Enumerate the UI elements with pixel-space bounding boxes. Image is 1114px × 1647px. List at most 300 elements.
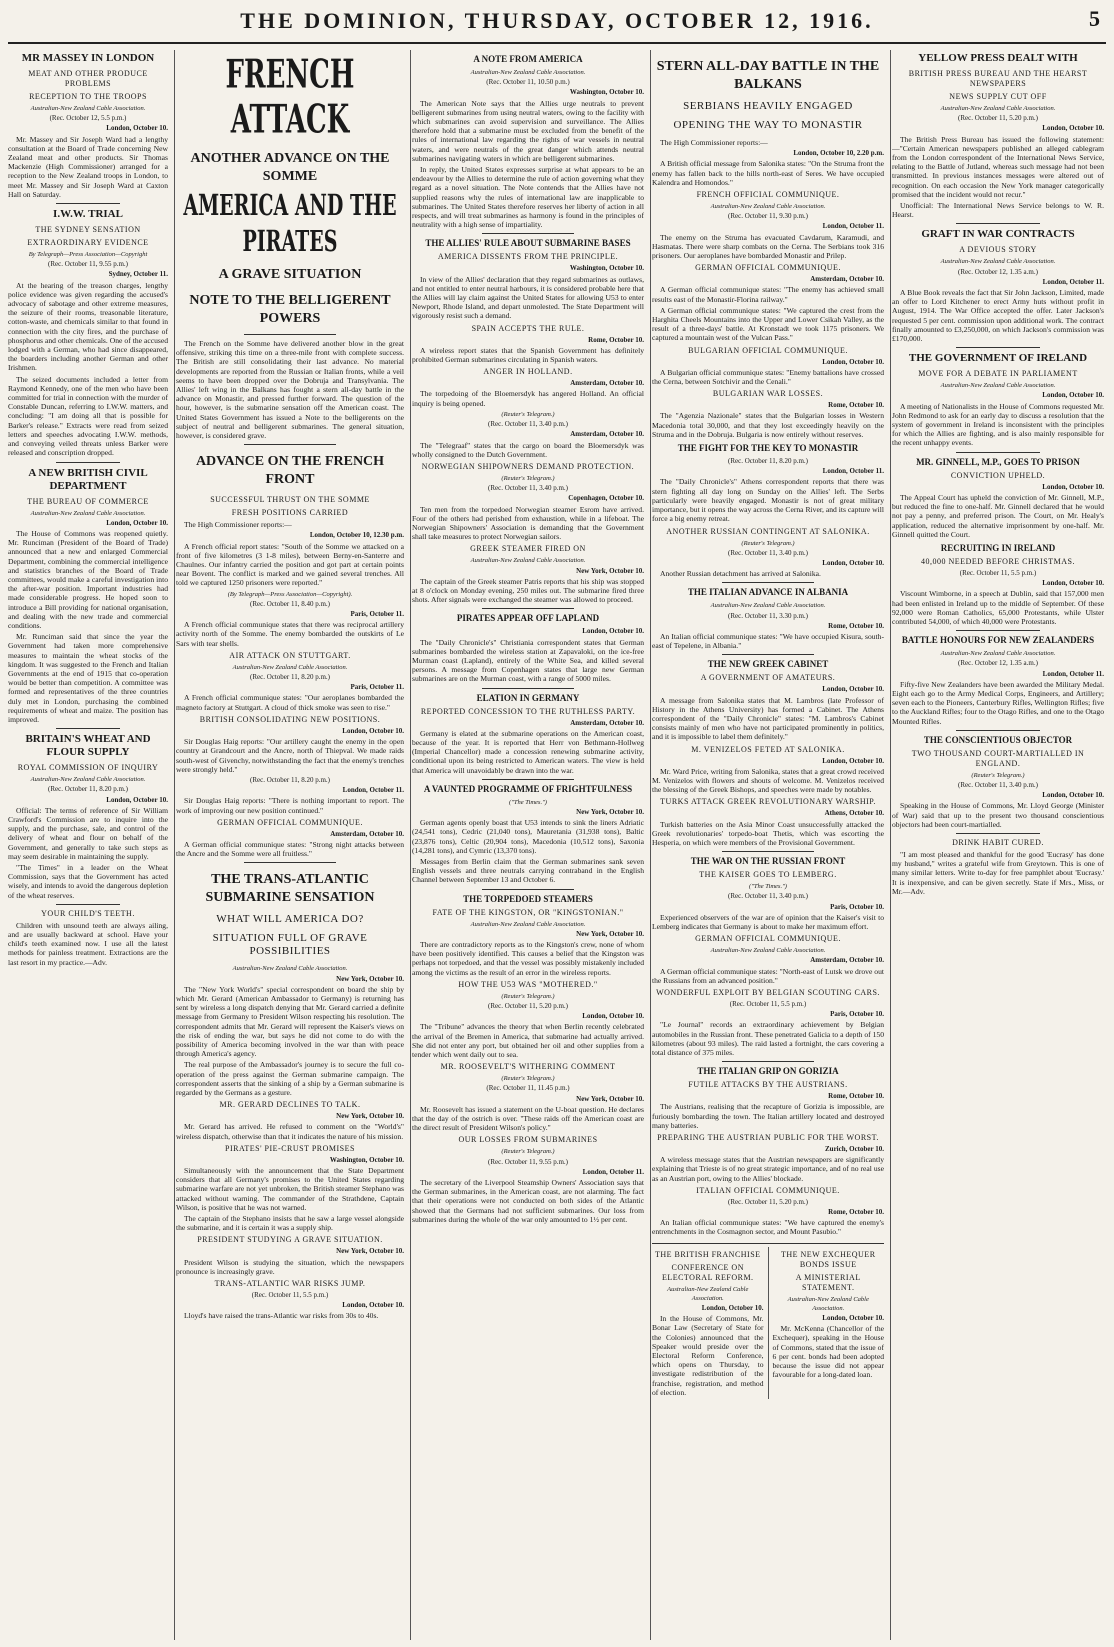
- dateline: Rome, October 10.: [828, 621, 884, 630]
- article-body: The "Daily Chronicle's" Christiania correspondent states that German submarines bombarded the wireless station at Zapavaloki, on the ice-free Murman coast (Lapland), entirely of the White Sea, and killed several persons. A message from Copenhagen states that large new German submarines are on the Murman coast, with a range of 5000 miles.: [412, 637, 644, 684]
- dateline: Rome, October 10.: [828, 1208, 884, 1217]
- article-body: Mr. Roosevelt has issued a statement on the U-boat question. He declares that the day of the ostrich is over. "These raids off the American coast are the direct result of President Wilson's policy.": [412, 1104, 644, 1133]
- headline: GREEK STEAMER FIRED ON: [470, 544, 586, 554]
- article-wheat-supply: [8, 733, 168, 900]
- subheadline: CONFERENCE ON ELECTORAL REFORM.: [661, 1262, 754, 1282]
- subheadline: A DEVIOUS STORY: [959, 245, 1037, 255]
- article-body: A Blue Book reveals the fact that Sir John Jackson, Limited, made an offer to Lord Kitchener to erect Army huts without profit in August, 1914. The War Office accepted the offer. Later Jackson's requested 5 per cent. commission upon additional work. The contract finally amounted to £3,250,000, on which Jackson's commission was £170,000.: [892, 288, 1104, 344]
- article-body: Messages from Berlin claim that the German submarines sank seven English vessels and three neutrals carrying contraband in the English Channel between September 13 and October 6.: [412, 857, 644, 885]
- article-body: A meeting of Nationalists in the House of Commons requested Mr. John Redmond to ask for an early day to discuss a resolution that the system of government in Ireland is inconsistent with the principles for which the Allies are fighting, and is also mainly responsible for the recent unhappy events.: [892, 401, 1104, 448]
- headline: THE NEW EXCHEQUER BONDS ISSUE: [780, 1249, 876, 1269]
- source-line: Australian-New Zealand Cable Association.: [232, 663, 348, 671]
- article-body: Official: The terms of reference of Sir William Crawford's Commission are to inquire into the supply, and the purchase, sale, and control of the delivery of wheat and flour on behalf of the Government, and generally to take such steps as may seem desirable in maintaining the supply.: [8, 805, 168, 861]
- article-body: Sir Douglas Haig reports: "There is nothing important to report. The work of improving our new position continued.": [176, 796, 404, 815]
- subheadline: TWO THOUSAND COURT-MARTIALLED IN ENGLAND.: [911, 748, 1085, 768]
- intro-line: The High Commissioner reports:—: [660, 138, 768, 147]
- divider: [722, 654, 815, 655]
- article-body: A British official message from Salonika states: "On the Struma front the enemy has fallen back to the hills north-east of Seres. We have occupied Kalendra and Homondos.": [652, 159, 884, 187]
- article-massey: [8, 52, 168, 199]
- subheadline: WHAT WILL AMERICA DO?: [216, 913, 364, 926]
- article-body: Mr. Gerard has arrived. He refused to comment on the "World's" wireless dispatch, otherwise than that it indicates the nature of his mission.: [176, 1122, 404, 1141]
- column-1: [8, 50, 175, 1640]
- headline: TURKS ATTACK GREEK REVOLUTIONARY WARSHIP.: [660, 797, 876, 807]
- subheadline: RECEPTION TO THE TROOPS: [29, 92, 147, 101]
- source-line: (Reuter's Telegram.): [741, 539, 795, 547]
- dateline: Paris, October 11.: [350, 610, 404, 619]
- dateline: Washington, October 10.: [569, 88, 644, 97]
- advertisement-drink: [892, 838, 1104, 896]
- divider: [56, 904, 120, 905]
- headline: TRANS-ATLANTIC WAR RISKS JUMP.: [214, 1279, 366, 1289]
- dateline: Sydney, October 11.: [108, 270, 168, 279]
- received-line: (Rec. October 11, 5.20 p.m.): [487, 1002, 569, 1011]
- article-body: Turkish batteries on the Asia Minor Coast unsuccessfully attacked the Greek revolutionaries' torpedo-boat Thetis, which was escorting the Hesperia, on which were members of the Provisional Government.: [652, 819, 884, 847]
- article-body: Germany is elated at the submarine operations on the American coast, because of the year. It is reported that Herr von Bethmann-Hollweg (Imperial Chancellor) made a concession renewing submarine activity, conditional upon its being restricted to American waters. The view is held that America will unavoidably be drawn into the war.: [412, 728, 644, 775]
- article-note-from-america: [412, 54, 644, 229]
- headline: GRAFT IN WAR CONTRACTS: [921, 228, 1075, 241]
- headline: A NEW BRITISH CIVIL DEPARTMENT: [28, 466, 148, 492]
- article-roosevelt: [412, 1062, 644, 1132]
- article-body: The torpedoing of the Bloemersdyk has angered Holland. An official inquiry is being opened.: [412, 389, 644, 408]
- article-body: The captain of the Greek steamer Patris reports that his ship was stopped at 8 o'clock on Monday evening, 250 miles out. The submarine fired three shots. After signals were exchanged the steamer was allowed to proceed.: [412, 576, 644, 605]
- article-our-losses: [412, 1135, 644, 1224]
- dateline: Amsterdam, October 10.: [570, 718, 644, 727]
- article-body: A German official communique states: "Strong night attacks between the Ancre and the Somme were all fruitless.": [176, 839, 404, 859]
- article-body: The American Note says that the Allies urge neutrals to prevent belligerent submarines from using neutral waters, owing to the facility with which submarines can avoid supervision and surveillance. The Allies therefore hold that a submarine must be excluded from the benefit of the rules of international law regarding the rights of war vessels in neutral waters, and were neutrals of the great danger which attends neutral submarines navigating waters in which are belligerent submarines.: [412, 98, 644, 163]
- divider: [956, 452, 1041, 453]
- dateline: New York, October 10.: [336, 1112, 404, 1121]
- source-line: Australian-New Zealand Cable Association.: [30, 105, 146, 112]
- source-line: Australian-New Zealand Cable Association.: [710, 602, 826, 610]
- received-line: (Rec. October 11, 3.40 p.m.): [487, 484, 569, 493]
- article-ginnell: [892, 457, 1104, 539]
- dateline: Washington, October 10.: [569, 264, 644, 273]
- received-line: (Rec. October 11, 9.55 p.m.): [487, 1157, 569, 1166]
- received-line: (Rec. October 11, 5.5 p.m.): [729, 1000, 807, 1008]
- headline: ELATION IN GERMANY: [476, 692, 580, 703]
- main-headline-2: AMERICA AND THE PIRATES: [183, 189, 397, 259]
- divider: [244, 334, 335, 335]
- article-body: Another Russian detachment has arrived at Salonika.: [660, 569, 821, 579]
- subheadline: EXTRAORDINARY EVIDENCE: [27, 238, 149, 248]
- divider: [244, 444, 335, 445]
- article-torpedoed-steamers: [412, 894, 644, 977]
- dateline: Athens, October 10.: [824, 809, 884, 818]
- headline: NORWEGIAN SHIPOWNERS DEMAND PROTECTION.: [421, 461, 635, 471]
- headline: THE ITALIAN GRIP ON GORIZIA: [697, 1066, 839, 1077]
- article-body: The enemy on the Struma has evacuated Cavdarum, Karamudi, and Hasmatas. There were sharp combats on the Cerna. The Serbians took 316 prisoners. Our aeroplanes have bombarded Monastir and Prilep.: [652, 232, 884, 261]
- article-body: Mr. Ward Price, writing from Salonika, states that a great crowd received M. Venizelos with flowers and shouts of welcome. M. Venizelos received the blessing of the Greek Bishops, and speeches were made by notables.: [652, 766, 884, 795]
- ad-body: Children with unsound teeth are always ailing, and are usually backward at school. Have your child's teeth examined now. I use all the latest methods for painless treatment. Extractions are the last resort in my practice.—Adv.: [8, 920, 168, 967]
- article-body: An Italian official communique states: "We have captured the enemy's entrenchments in the Cosmagnon sector, and Mount Pasubio.": [652, 1218, 884, 1237]
- headline: RECRUITING IN IRELAND: [940, 542, 1056, 553]
- article-body: The British Press Bureau has issued the following statement:—"Certain American newspapers published an alleged cablegram from the London correspondent of the International News Service, relating to the Battle of Jutland, whereas such message had not been transmitted. In previous instances messages were altered out of recognition. On each occasion the New York manager categorically promised that the incident would not recur.": [892, 134, 1104, 199]
- article-ireland: [892, 352, 1104, 447]
- dateline: London, October 11.: [1042, 669, 1104, 678]
- headline: AIR ATTACK ON STUTTGART.: [229, 650, 351, 660]
- article-graft: [892, 228, 1104, 343]
- divider: [482, 688, 575, 689]
- headline: ADVANCE ON THE FRENCH FRONT: [195, 454, 385, 488]
- article-body: Fifty-five New Zealanders have been awarded the Military Medal. Eight each go to the Army Medical Corps, Engineers, and Artillery; seven each to the Pioneers, Canterbury Rifles, Wellington Rifles; five to the Auckland Rifles; four to the Otago Rifles, and one to the Otago Mounted Rifles.: [892, 679, 1104, 726]
- dateline: Rome, October 10.: [828, 1092, 884, 1101]
- received-line: (Rec. October 11, 8.20 p.m.): [47, 785, 129, 794]
- masthead-title: THE DOMINION, THURSDAY, OCTOBER 12, 1916.: [240, 8, 874, 33]
- dateline: Amsterdam, October 10.: [570, 430, 644, 439]
- article-body: A German official communique states: "The enemy has achieved small results east of the Monastir-Florina railway.": [652, 285, 884, 304]
- source-line: Australian-New Zealand Cable Association.: [940, 382, 1056, 390]
- source-line: Australian-New Zealand Cable Association.: [30, 776, 146, 784]
- source-line: Australian-New Zealand Cable Association.: [470, 557, 586, 565]
- article-stuttgart: [176, 651, 404, 712]
- source-line: ("The Times."): [509, 798, 547, 806]
- article-body: A French official communique states that there was reciprocal artillery activity north of the Somme. The enemy bombarded the outskirts of Le Sars with tear shells.: [176, 620, 404, 648]
- divider: [244, 862, 335, 863]
- article-holland: [412, 367, 644, 459]
- dateline: New York, October 10.: [576, 807, 644, 816]
- dateline: Rome, October 10.: [588, 335, 644, 344]
- article-body: Simultaneously with the announcement that the State Department considers that all Germany's promises to the United States regarding submarine warfare are not yet unbroken, the British steamer Stephano was attacked without warning. The commander of the Strathdene, Captain Wilson, is positive that he was not warned.: [176, 1165, 404, 1212]
- article-british-consolidating: [176, 715, 404, 815]
- ad-headline: YOUR CHILD'S TEETH.: [41, 908, 135, 918]
- subheadline: SERBIANS HEAVILY ENGAGED: [683, 100, 853, 112]
- article-body: Ten men from the torpedoed Norwegian steamer Esrom have arrived. Four of the others had perished from exhaustion, while in a lifeboat. The Norwegian Shipowners' Association is demanding that the Government shall take measures to protect Norwegian sailors.: [412, 504, 644, 542]
- dateline: London, October 10.: [822, 558, 884, 567]
- columns: [8, 50, 1106, 1640]
- received-line: (Rec. October 11, 3.30 p.m.): [727, 611, 809, 620]
- headline: WONDERFUL EXPLOIT BY BELGIAN SCOUTING CARS.: [656, 988, 880, 997]
- subheadline: NEWS SUPPLY CUT OFF: [949, 92, 1047, 101]
- dateline: London, October 10.: [1042, 391, 1104, 400]
- subheadline: FATE OF THE KINGSTON, OR "KINGSTONIAN.": [432, 907, 624, 917]
- source-line: (Reuter's Telegram.): [501, 474, 555, 482]
- dateline: London, October 10.: [701, 1304, 764, 1313]
- source-line: (Reuter's Telegram.): [501, 1148, 555, 1156]
- dateline: London, October 11.: [582, 1167, 644, 1176]
- headline: MR. GERARD DECLINES TO TALK.: [219, 1100, 361, 1110]
- received-line: (Rec. October 12, 5.5 p.m.): [49, 114, 127, 123]
- article-german-communique: [176, 818, 404, 859]
- dateline: London, October 11.: [1042, 277, 1104, 286]
- article-war-risks: [176, 1279, 404, 1321]
- divider: [482, 608, 575, 609]
- article-body: A German official communique states: "North-east of Lutsk we drove out the Russians from an advanced position.": [652, 966, 884, 985]
- dateline: Paris, October 11.: [350, 683, 404, 692]
- masthead: [0, 0, 1114, 44]
- received-line: (Rec. October 11, 5.5 p.m.): [251, 1291, 329, 1300]
- dateline: London, October 11.: [822, 467, 884, 476]
- headline: BULGARIAN OFFICIAL COMMUNIQUE.: [688, 345, 848, 355]
- subheadline: A MINISTERIAL STATEMENT.: [795, 1272, 861, 1292]
- headline: THE ITALIAN ADVANCE IN ALBANIA: [687, 587, 849, 598]
- subheadline: THE SYDNEY SENSATION: [35, 225, 141, 235]
- subheadline: 40,000 NEEDED BEFORE CHRISTMAS.: [921, 556, 1075, 566]
- article-body: There are contradictory reports as to the Kingston's crew, none of whom have been positively identified. This causes a belief that the Kingston was perhaps not torpedoed, and that the vessel was possibly mistakenly included among the victims as the result of an error in the wireless reports.: [412, 940, 644, 977]
- article-spain: [412, 324, 644, 365]
- received-line: (Rec. October 11, 3.40 p.m.): [727, 892, 809, 901]
- dateline: London, October 10.: [342, 726, 404, 735]
- headline: THE ALLIES' RULE ABOUT SUBMARINE BASES: [425, 238, 631, 249]
- source-line: (Reuter's Telegram.): [501, 410, 555, 418]
- received-line: (Rec. October 12, 1.35 a.m.): [958, 659, 1038, 668]
- subheadline: FRESH POSITIONS CARRIED: [231, 508, 349, 518]
- dateline: Amsterdam, October 10.: [810, 956, 884, 965]
- article-body: The House of Commons was reopened quietly. Mr. Runciman (President of the Board of Trade) announced that a new and enlarged Commercial Department, combining the commercial intelligence and statistics branches of the Board of Trade committees, would make a careful investigation into the after-war position. Important industries had made considerable progress. He hoped soon to introduce a Bill providing for national organisation, and dealing with the new trade and commercial conditions.: [8, 528, 168, 630]
- divider: [956, 630, 1041, 631]
- intro-line: The High Commissioner reports:—: [184, 520, 292, 530]
- received-line: (Rec. October 11, 3.40 p.m.): [487, 420, 569, 429]
- dateline: London, October 10.: [582, 1012, 644, 1021]
- article-body: The secretary of the Liverpool Steamship Owners' Association says that the German submarines, in the American coast, are not alarming. The fact that their operations were not conducted on both sides of the Atlantic showed that the Germans had not sufficient submarines. Our loss from submarines during the whole of the war only amounted to 1½ per cent.: [412, 1178, 644, 1224]
- dateline: London, October 10, 12.30 p.m.: [309, 531, 404, 540]
- subheadline: BRITISH PRESS BUREAU AND THE HEARST NEWSPAPERS: [908, 69, 1088, 88]
- dateline: London, October 10.: [106, 795, 168, 804]
- received-line: (Rec. October 11, 5.5 p.m.): [959, 568, 1037, 577]
- dateline: London, October 10.: [1042, 482, 1104, 491]
- source-line: Australian-New Zealand Cable Association.: [710, 203, 826, 211]
- headline: THE TRANS-ATLANTIC SUBMARINE SENSATION: [205, 872, 375, 906]
- column-3: [412, 50, 651, 1640]
- article-body: German agents openly boast that U53 intends to sink the liners Adriatic (24,541 tons), Cedric (21,040 tons), Mauretania (31,938 tons), Baltic (23,876 tons), Celtic (20,904 tons), Macedonia (10,512 tons), Saxonia (14,281 tons), and Cymric (13,370 tons).: [412, 818, 644, 855]
- headline: OUR LOSSES FROM SUBMARINES: [458, 1135, 598, 1145]
- subheadline: MOVE FOR A DEBATE IN PARLIAMENT: [918, 369, 1078, 379]
- article-body: A French official communique states: "Our aeroplanes bombarded the magneto factory at Stuttgart. A cloud of thick smoke was seen to rise.": [176, 693, 404, 712]
- divider: [56, 728, 120, 729]
- article-body: The real purpose of the Ambassador's journey is to secure the full co-operation of the press against the German submarine campaign. The correspondent asserts that the sinking of a ship by a German submarine is regarded by the Germans as a gesture.: [176, 1060, 404, 1097]
- article-elation: [412, 693, 644, 775]
- source-line: Australian-New Zealand Cable Association.: [470, 920, 586, 928]
- headline: BRITISH CONSOLIDATING NEW POSITIONS.: [199, 714, 381, 724]
- article-u53-mothered: [412, 980, 644, 1059]
- dateline: London, October 10.: [822, 1314, 884, 1323]
- headline: PRESIDENT STUDYING A GRAVE SITUATION.: [197, 1235, 383, 1245]
- subheadline: OPENING THE WAY TO MONASTIR: [673, 119, 863, 131]
- article-body: "The Times" in a leader on the Wheat Commission, says that the Government has acted wisely, and intends to avoid the dangerous depletion of the wheat reserves.: [8, 863, 168, 900]
- headline: THE BRITISH FRANCHISE: [654, 1249, 761, 1259]
- divider: [722, 582, 815, 583]
- received-line: (Rec. October 11, 5.20 p.m.): [957, 114, 1039, 123]
- article-exchequer-bonds: [773, 1247, 885, 1399]
- article-body: The captain of the Stephano insists that he saw a large vessel alongside the submarine, and it is certain it was a supply ship.: [176, 1214, 404, 1233]
- main-subheadline: ANOTHER ADVANCE ON THE SOMME: [190, 151, 390, 184]
- source-line: Australian-New Zealand Cable Association.: [30, 509, 146, 517]
- split-box: [652, 1243, 884, 1399]
- article-iww: [8, 208, 168, 457]
- headline: YELLOW PRESS DEALT WITH: [918, 52, 1078, 64]
- article-body: A wireless message states that the Austrian newspapers are significantly explaining that Trieste is of no great strategic importance, and of no real use as an Austrian port, owing to the Allies' blockade.: [652, 1155, 884, 1183]
- article-body: "Le Journal" records an extraordinary achievement by Belgian automobiles in the Russian front. These penetrated Galicia to a depth of 150 kilometres (about 93 miles). The raid lasted a fortnight, the cars covering a total distance of 375 miles.: [652, 1020, 884, 1058]
- article-body: In view of the Allies' declaration that they regard submarines as outlaws, and not entitled to enter neutral harbours, it is considered probable here that the Allies will lay claim against the United States for allowing U53 to enter Newport, Rhode Island, and depart unmolested. The State Department will vigorously resist such a demand.: [412, 274, 644, 321]
- dateline: London, October 10.: [1042, 579, 1104, 588]
- headline: PIRATES APPEAR OFF LAPLAND: [456, 613, 600, 624]
- article-lapland: [412, 613, 644, 683]
- source-line: (Reuter's Telegram.): [971, 771, 1025, 779]
- subheadline: ROYAL COMMISSION OF INQUIRY: [17, 763, 159, 773]
- source-line: (Reuter's Telegram.): [501, 992, 555, 1000]
- dateline: London, October 10.: [582, 627, 644, 636]
- divider: [722, 851, 815, 852]
- divider: [482, 889, 575, 890]
- source-line: ("The Times."): [749, 883, 787, 891]
- article-body: The Austrians, realising that the recapture of Gorizia is impossible, are furiously bombarding the town. The Italian artillery located and destroyed many batteries.: [652, 1102, 884, 1130]
- headline: A NOTE FROM AMERICA: [473, 54, 583, 64]
- divider: [956, 347, 1041, 348]
- divider: [482, 233, 575, 234]
- received-line: (Rec. October 11, 5.20 p.m.): [727, 1197, 809, 1206]
- dateline: Paris, October 10.: [830, 902, 884, 911]
- dateline: London, October 10.: [1042, 124, 1104, 133]
- dateline: Paris, October 10.: [830, 1010, 884, 1019]
- received-line: (Rec. October 11, 11.45 p.m.): [486, 1084, 570, 1093]
- article-conscientious-objector: [892, 735, 1104, 829]
- source-line: Australian-New Zealand Cable Association.: [232, 965, 348, 973]
- source-line: Australian-New Zealand Cable Association.: [787, 1295, 869, 1312]
- dateline: London, October 10.: [822, 756, 884, 765]
- article-body: The "New York World's" special correspondent on board the ship by which Mr. Gerard (American Ambassador to Germany) is returning has sent by wireless a long dispatch denying that Mr. Gerard carried a definite message from Germany to President Wilson respecting his resolution. The correspondent admits that Mr. Gerard will represent the Kaiser's views on the risk of ending the war, but says he did not come to do with the possibility of America becoming involved in the war than with peace through America's agency.: [176, 984, 404, 1059]
- headline: M. VENIZELOS FETED AT SALONIKA.: [691, 744, 845, 754]
- article-norwegian: [412, 462, 644, 541]
- dateline: London, October 10.: [106, 518, 168, 527]
- headline: THE CONSCIENTIOUS OBJECTOR: [923, 734, 1073, 745]
- headline: ANGER IN HOLLAND.: [483, 367, 573, 377]
- dateline: Amsterdam, October 10.: [330, 829, 404, 838]
- dateline: Amsterdam, October 10.: [570, 379, 644, 388]
- article-body: Lloyd's have raised the trans-Atlantic war risks from 30s to 40s.: [184, 1311, 379, 1321]
- source-line: Australian-New Zealand Cable Association.: [667, 1285, 749, 1302]
- headline: THE FIGHT FOR THE KEY TO MONASTIR: [677, 443, 859, 454]
- article-body: A German official communique states: "We captured the crest from the Harghita Cheels Mountains into the Upper and Lower Csikah Valley, as the result of a three-days' battle. At Kronstadt we took 1175 prisoners. We captured a mountain west of the Vulcan Pass.": [652, 305, 884, 343]
- received-line: (Rec. October 11, 10.50 p.m.): [486, 78, 570, 87]
- headline: PREPARING THE AUSTRIAN PUBLIC FOR THE WORST.: [657, 1133, 879, 1143]
- source-line: Australian-New Zealand Cable Association.: [940, 258, 1056, 266]
- dateline: London, October 10.: [342, 1301, 404, 1310]
- lead-summary: The French on the Somme have delivered another blow in the great offensive, striking this time on a three-mile front with complete success. The British are still consolidating their last advance. No material developments are reported from the Russian or Italian fronts, while a veil seems to have been dropped over the Dobruja and Transylvania. The Allies' left wing in the Balkans has fought a stern all-day battle in the advance on Monastir, and pressed further forward. The question of the hour, however, is the submarine sensation off the American coast. The United States Government has issued a Note to the belligerents on the subject of neutral and belligerent submarines. The general situation, however, is considered grave.: [176, 339, 404, 441]
- article-british-franchise: [652, 1247, 769, 1399]
- dateline: London, October 10.: [822, 685, 884, 694]
- column-4: [652, 50, 891, 1640]
- headline: GERMAN OFFICIAL COMMUNIQUE.: [695, 263, 841, 273]
- dateline: Rome, October 10.: [828, 401, 884, 410]
- divider: [482, 779, 575, 780]
- article-body: The seized documents included a letter from Raymond Kennedy, one of the men who have been committed for trial in connection with the murder of Constable Duncan, referring to I.W.W. matters, and concluding: "I am doing all that is possible for Barker's release." Extracts were read from seized letters and speeches advocating I.W.W. methods, and conveying veiled threats unless Barker were released and conscription dropped.: [8, 374, 168, 458]
- received-line: (Rec. October 11, 3.40 p.m.): [957, 780, 1039, 789]
- article-yellow-press: [892, 52, 1104, 219]
- divider: [956, 223, 1041, 224]
- divider: [956, 730, 1041, 731]
- article-body: Mr. McKenna (Chancellor of the Exchequer), speaking in the House of Commons, stated that the issue of 6 per cent. bonds had been adopted because the issue did not appear favourable for a long-dated loan.: [772, 1324, 884, 1380]
- received-line: (Rec. October 12, 1.35 a.m.): [958, 267, 1038, 276]
- subheadline: MEAT AND OTHER PRODUCE PROBLEMS: [28, 69, 148, 88]
- subheadline: THE KAISER GOES TO LEMBERG.: [699, 870, 837, 880]
- subheadline: THE BUREAU OF COMMERCE: [27, 496, 149, 506]
- dateline: New York, October 10.: [576, 566, 644, 575]
- headline: BULGARIAN WAR LOSSES.: [712, 389, 824, 399]
- received-line: (Rec. October 11, 8.20 p.m.): [727, 457, 809, 466]
- article-recruiting: [892, 543, 1104, 626]
- received-line: (Rec. October 11, 8.20 p.m.): [249, 775, 331, 784]
- dateline: London, October 10.: [106, 124, 168, 133]
- source-line: (By Telegraph—Press Association—Copyright).: [227, 590, 353, 598]
- source-line: Australian-New Zealand Cable Association.: [710, 947, 826, 955]
- received-line: (Rec. October 11, 8.20 p.m.): [249, 673, 331, 682]
- article-body: A message from Salonika states that M. Lambros (late Professor of History in the Athens University) has formed a Cabinet. The Athens correspondent of the "Daily Chronicle" states: "M. Lambros's Cabinet consists mainly of men who have not participated prominently in politics, and it is impossible to label them definitely.": [652, 695, 884, 742]
- article-body: Sir Douglas Haig reports: "Our artillery caught the enemy in the open country at Grandcourt and the Ancre, north of Thiepval. We made raids south-west of Givenchy, notwithstanding the fact that the enemy's trenches were strongly held.": [176, 737, 404, 774]
- column-2: [176, 50, 411, 1640]
- subheadline: FUTILE ATTACKS BY THE AUSTRIANS.: [688, 1080, 848, 1090]
- subheadline: AMERICA DISSENTS FROM THE PRINCIPLE.: [437, 252, 619, 262]
- article-body: A Bulgarian official communique states: "Enemy battalions have crossed the Cerna, between Sotchivir and the Cenali.": [652, 367, 884, 387]
- dateline: Washington, October 10.: [329, 1155, 404, 1164]
- article-body: A wireless report states that the Spanish Government has definitely prohibited German submarines circulating in Spanish waters.: [412, 345, 644, 365]
- source-line: Australian-New Zealand Cable Association.: [940, 105, 1056, 112]
- article-frightfulness: [412, 784, 644, 885]
- subheadline: REPORTED CONCESSION TO THE RUTHLESS PARTY.: [420, 706, 636, 716]
- divider: [56, 203, 120, 204]
- dateline: Copenhagen, October 10.: [568, 494, 644, 503]
- headline: I.W.W. TRIAL: [53, 208, 123, 221]
- article-battle-honours: [892, 635, 1104, 726]
- article-body: Speaking in the House of Commons, Mr. Lloyd George (Minister of War) said that up to the present two thousand conscientious objectors had been court-martialled.: [892, 801, 1104, 829]
- dateline: New York, October 10.: [336, 974, 404, 983]
- received-line: (Rec. October 11, 3.40 p.m.): [727, 548, 809, 557]
- main-headline: FRENCH ATTACK: [225, 53, 355, 143]
- article-body: Experienced observers of the war are of opinion that the Kaiser's visit to Lemberg indicates that Germany is about to make her maximum effort.: [652, 912, 884, 931]
- main-subheadline: NOTE TO THE BELLIGERENT POWERS: [189, 293, 391, 326]
- source-line: Australian-New Zealand Cable Association.: [470, 69, 586, 76]
- masthead-rule: [8, 42, 1106, 44]
- headline: BATTLE HONOURS FOR NEW ZEALANDERS: [901, 635, 1095, 646]
- article-body: President Wilson is studying the situation, which the newspapers pronounce is increasingly grave.: [176, 1257, 404, 1276]
- divider: [56, 462, 120, 463]
- dateline: New York, October 10.: [576, 929, 644, 938]
- source-line: (Reuter's Telegram.): [501, 1075, 555, 1083]
- dateline: London, October 11.: [822, 222, 884, 231]
- headline: SPAIN ACCEPTS THE RULE.: [471, 323, 585, 333]
- headline: BRITAIN'S WHEAT AND FLOUR SUPPLY: [25, 733, 151, 759]
- headline: STERN ALL-DAY BATTLE IN THE BALKANS: [656, 59, 880, 92]
- article-body: The "Agenzia Nazionale" states that the Bulgarian losses in Western Macedonia total 30,000, and that they lost exceedingly heavily on the Struma and in the Dobruja. Bulgaria is now entirely without reserves.: [652, 411, 884, 439]
- article-president: [176, 1235, 404, 1276]
- headline: A VAUNTED PROGRAMME OF FRIGHTFULNESS: [423, 783, 633, 794]
- article-submarine-sensation: [176, 871, 404, 1097]
- headline: GERMAN OFFICIAL COMMUNIQUE.: [695, 934, 841, 944]
- main-subheadline: A GRAVE SITUATION: [218, 267, 362, 282]
- headline: THE GOVERNMENT OF IRELAND: [908, 352, 1088, 365]
- article-body: The "Daily Chronicle's" Athens correspondent reports that there was stern fighting all day long on Sunday on the Allies' left. The Serbs particularly were heavily engaged. Monastir is not of great military importance, but it opens the way across the Cerna River, and its capture will force a big enemy retreat.: [652, 477, 884, 524]
- dateline: New York, October 10.: [576, 1094, 644, 1103]
- divider: [956, 833, 1041, 834]
- advertisement-teeth: [8, 909, 168, 967]
- headline: THE TORPEDOED STEAMERS: [463, 893, 593, 904]
- received-line: (Rec. October 11, 9.30 p.m.): [727, 212, 809, 221]
- article-body: In reply, the United States expresses surprise at what appears to be an endeavour by the Allies to determine the rule of action governing what they regard as a novel situation. The Note contends that the Allies have not supplied reasons why the rules of international law are inapplicable to submarines. The United States therefore reserves her liberty of action in all respects, and will treat submarines as harmony is found in the principles of neutrality with a high sense of impartiality.: [412, 165, 644, 230]
- headline: ANOTHER RUSSIAN CONTINGENT AT SALONIKA.: [666, 526, 870, 536]
- subheadline: A GOVERNMENT OF AMATEURS.: [700, 673, 836, 683]
- subheadline: SITUATION FULL OF GRAVE POSSIBILITIES: [212, 932, 368, 958]
- column-5: [892, 50, 1104, 1640]
- article-pirates-promises: [176, 1144, 404, 1233]
- article-body: Viscount Wimborne, in a speech at Dublin, said that 157,000 men had been enlisted in Ireland up to the middle of September. Of these 92,000 were Roman Catholics, 65,000 Protestants, while Ulster contributed 54,000, of which 40,000 were Protestants.: [892, 589, 1104, 626]
- received-line: (Rec. October 11, 9.55 p.m.): [47, 260, 129, 269]
- article-body: The "Tribune" advances the theory that when Berlin recently celebrated the arrival of the Bremen in America, that submarine had actually arrived. She did not enter any port, but obtained her oil and other supplies from a tender which went daily out to sea.: [412, 1022, 644, 1060]
- headline: MR. ROOSEVELT'S WITHERING COMMENT: [440, 1062, 616, 1072]
- article-allies-rule: [412, 238, 644, 320]
- headline: THE NEW GREEK CABINET: [707, 659, 829, 670]
- dateline: London, October 10.: [822, 357, 884, 366]
- dateline: London, October 10.: [1042, 791, 1104, 800]
- dateline: Zurich, October 10.: [825, 1145, 884, 1154]
- article-french-front: [176, 453, 404, 648]
